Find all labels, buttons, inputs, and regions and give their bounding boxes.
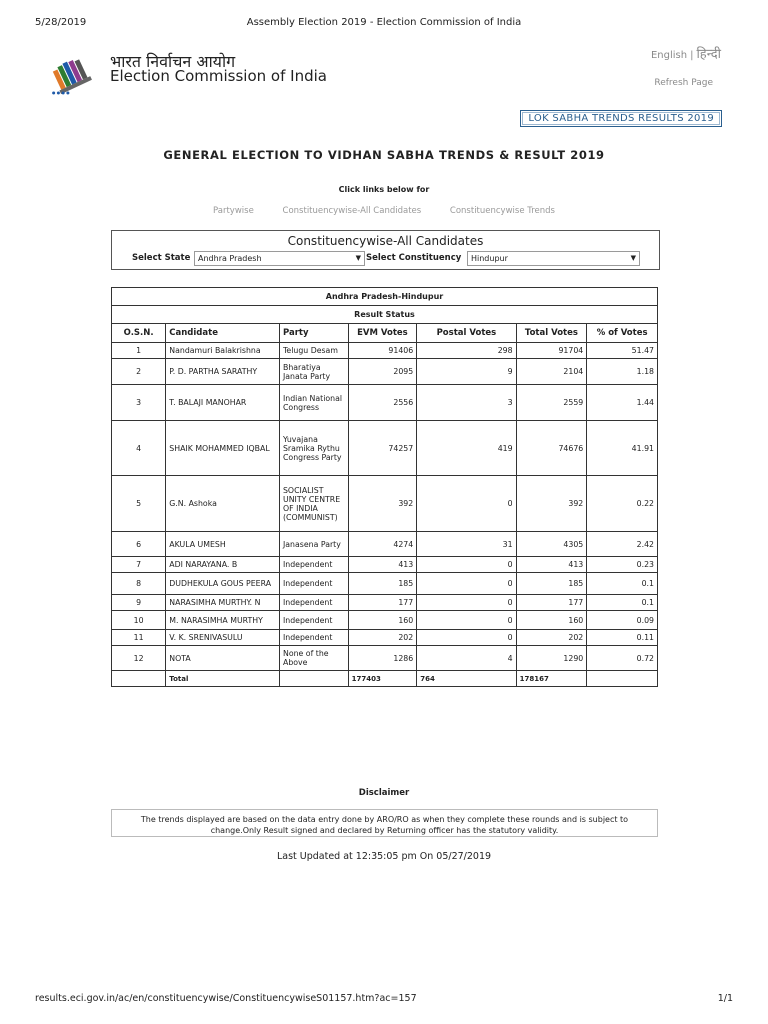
postal-votes-cell: 0 — [417, 557, 516, 573]
language-switch — [651, 44, 721, 62]
total-votes-cell: 413 — [516, 557, 587, 573]
party-cell: SOCIALIST UNITY CENTRE OF INDIA (COMMUNIST) — [279, 476, 348, 532]
candidate-cell: NARASIMHA MURTHY. N — [166, 595, 280, 611]
total-votes-cell: 202 — [516, 630, 587, 646]
column-header: Total Votes — [516, 324, 587, 343]
vote-percent-cell: 0.23 — [587, 557, 658, 573]
select-state-label: Select State — [132, 253, 191, 263]
postal-votes-cell: 419 — [417, 421, 516, 476]
total-evm-cell: 177403 — [348, 671, 417, 687]
table-row — [112, 385, 658, 421]
postal-votes-cell: 0 — [417, 630, 516, 646]
candidate-cell: T. BALAJI MANOHAR — [166, 385, 280, 421]
table-header-row — [112, 324, 658, 343]
postal-votes-cell: 0 — [417, 573, 516, 595]
osn-cell: 8 — [112, 573, 166, 595]
osn-cell: 12 — [112, 646, 166, 671]
party-cell: Independent — [279, 611, 348, 630]
table-row — [112, 359, 658, 385]
party-cell: Indian National Congress — [279, 385, 348, 421]
column-header: Candidate — [166, 324, 280, 343]
result-links — [0, 206, 768, 216]
candidate-cell: P. D. PARTHA SARATHY — [166, 359, 280, 385]
evm-votes-cell: 74257 — [348, 421, 417, 476]
total-label-cell: Total — [166, 671, 280, 687]
osn-cell: 9 — [112, 595, 166, 611]
language-separator: | — [690, 50, 694, 61]
postal-votes-cell: 0 — [417, 595, 516, 611]
table-row — [112, 646, 658, 671]
vote-percent-cell: 0.09 — [587, 611, 658, 630]
evm-votes-cell: 2556 — [348, 385, 417, 421]
total-votes-cell: 185 — [516, 573, 587, 595]
table-row — [112, 630, 658, 646]
candidate-cell: G.N. Ashoka — [166, 476, 280, 532]
table-row — [112, 557, 658, 573]
candidate-cell: SHAIK MOHAMMED IQBAL — [166, 421, 280, 476]
osn-cell: 7 — [112, 557, 166, 573]
total-votes-cell: 2104 — [516, 359, 587, 385]
print-url: results.eci.gov.in/ac/en/constituencywise/ConstituencywiseS01157.htm?ac=157 — [35, 993, 417, 1004]
evm-votes-cell: 2095 — [348, 359, 417, 385]
last-updated: Last Updated at 12:35:05 pm On 05/27/2019 — [276, 851, 492, 862]
total-postal-cell: 764 — [417, 671, 516, 687]
total-empty-cell — [112, 671, 166, 687]
vote-percent-cell: 51.47 — [587, 343, 658, 359]
party-cell: Independent — [279, 557, 348, 573]
party-cell: Yuvajana Sramika Rythu Congress Party — [279, 421, 348, 476]
print-header — [35, 17, 733, 31]
refresh-page-link[interactable]: Refresh Page — [654, 78, 713, 88]
column-header: % of Votes — [587, 324, 658, 343]
eci-logo-icon — [48, 52, 104, 96]
total-row — [112, 671, 658, 687]
partywise-link[interactable]: Partywise — [213, 206, 254, 216]
constituencywise-trends-link[interactable]: Constituencywise Trends — [449, 206, 555, 216]
postal-votes-cell: 4 — [417, 646, 516, 671]
total-votes-cell: 4305 — [516, 532, 587, 557]
state-select[interactable] — [194, 251, 365, 266]
print-footer — [35, 993, 733, 1007]
party-cell: Janasena Party — [279, 532, 348, 557]
table-subheading: Result Status — [112, 306, 658, 324]
vote-percent-cell: 41.91 — [587, 421, 658, 476]
osn-cell: 1 — [112, 343, 166, 359]
total-votes-cell: 177 — [516, 595, 587, 611]
evm-votes-cell: 160 — [348, 611, 417, 630]
postal-votes-cell: 31 — [417, 532, 516, 557]
evm-votes-cell: 413 — [348, 557, 417, 573]
lok-sabha-results-button[interactable]: LOK SABHA TRENDS RESULTS 2019 — [520, 110, 722, 127]
chevron-down-icon: ▼ — [630, 254, 636, 262]
vote-percent-cell: 0.11 — [587, 630, 658, 646]
total-votes-cell: 2559 — [516, 385, 587, 421]
candidate-cell: M. NARASIMHA MURTHY — [166, 611, 280, 630]
svg-text:● ● ● ●: ● ● ● ● — [52, 90, 70, 95]
candidate-cell: Nandamuri Balakrishna — [166, 343, 280, 359]
vote-percent-cell: 1.44 — [587, 385, 658, 421]
column-header: Postal Votes — [417, 324, 516, 343]
postal-votes-cell: 0 — [417, 476, 516, 532]
party-cell: Telugu Desam — [279, 343, 348, 359]
candidate-cell: ADI NARAYANA. B — [166, 557, 280, 573]
party-cell: Independent — [279, 630, 348, 646]
disclaimer-text: The trends displayed are based on the data entry done by ARO/RO as when they complete these rounds and is subject to change.Only Result signed and declared by Returning officer has the statutory validity. — [111, 809, 658, 837]
print-date: 5/28/2019 — [35, 17, 87, 28]
candidate-cell: NOTA — [166, 646, 280, 671]
postal-votes-cell: 0 — [417, 611, 516, 630]
osn-cell: 10 — [112, 611, 166, 630]
osn-cell: 4 — [112, 421, 166, 476]
postal-votes-cell: 298 — [417, 343, 516, 359]
vote-percent-cell: 0.1 — [587, 595, 658, 611]
total-empty-cell — [587, 671, 658, 687]
disclaimer-title: Disclaimer — [358, 788, 410, 798]
constituency-select-panel — [111, 230, 660, 270]
column-header: EVM Votes — [348, 324, 417, 343]
vote-percent-cell: 0.1 — [587, 573, 658, 595]
total-votes-sum-cell: 178167 — [516, 671, 587, 687]
total-empty-cell — [279, 671, 348, 687]
print-page-number: 1/1 — [717, 993, 733, 1004]
party-cell: Independent — [279, 595, 348, 611]
table-heading: Andhra Pradesh-Hindupur — [112, 288, 658, 306]
party-cell: Independent — [279, 573, 348, 595]
total-votes-cell: 1290 — [516, 646, 587, 671]
print-page-title: Assembly Election 2019 - Election Commission of India — [246, 17, 522, 28]
org-name-english: Election Commission of India — [110, 67, 327, 85]
evm-votes-cell: 202 — [348, 630, 417, 646]
vote-percent-cell: 0.72 — [587, 646, 658, 671]
page-title: GENERAL ELECTION TO VIDHAN SABHA TRENDS & RESULT 2019 — [163, 148, 605, 162]
language-hindi-link[interactable]: हिन्दी — [696, 47, 721, 62]
vote-percent-cell: 2.42 — [587, 532, 658, 557]
osn-cell: 2 — [112, 359, 166, 385]
select-panel-title: Constituencywise-All Candidates — [287, 234, 484, 248]
table-row — [112, 611, 658, 630]
select-constituency-label: Select Constituency — [366, 253, 462, 263]
osn-cell: 11 — [112, 630, 166, 646]
evm-votes-cell: 185 — [348, 573, 417, 595]
evm-votes-cell: 91406 — [348, 343, 417, 359]
state-select-value: Andhra Pradesh — [198, 254, 262, 263]
constituencywise-all-candidates-link[interactable]: Constituencywise-All Candidates — [282, 206, 422, 216]
column-header: Party — [279, 324, 348, 343]
total-votes-cell: 91704 — [516, 343, 587, 359]
candidate-cell: AKULA UMESH — [166, 532, 280, 557]
total-votes-cell: 160 — [516, 611, 587, 630]
click-links-text: Click links below for — [338, 185, 430, 194]
total-votes-cell: 74676 — [516, 421, 587, 476]
osn-cell: 3 — [112, 385, 166, 421]
evm-votes-cell: 4274 — [348, 532, 417, 557]
table-row — [112, 476, 658, 532]
candidate-cell: V. K. SRENIVASULU — [166, 630, 280, 646]
constituency-select-value: Hindupur — [471, 254, 508, 263]
osn-cell: 6 — [112, 532, 166, 557]
party-cell: Bharatiya Janata Party — [279, 359, 348, 385]
select-row — [112, 250, 659, 266]
table-row — [112, 573, 658, 595]
org-name-hindi: भारत निर्वाचन आयोग — [110, 52, 236, 71]
party-cell: None of the Above — [279, 646, 348, 671]
table-row — [112, 343, 658, 359]
table-heading-row — [112, 288, 658, 306]
results-table — [111, 287, 658, 687]
chevron-down-icon: ▼ — [355, 254, 361, 262]
postal-votes-cell: 3 — [417, 385, 516, 421]
table-row — [112, 532, 658, 557]
osn-cell: 5 — [112, 476, 166, 532]
evm-votes-cell: 392 — [348, 476, 417, 532]
vote-percent-cell: 1.18 — [587, 359, 658, 385]
postal-votes-cell: 9 — [417, 359, 516, 385]
column-header: O.S.N. — [112, 324, 166, 343]
constituency-select[interactable] — [467, 251, 640, 266]
table-row — [112, 421, 658, 476]
table-row — [112, 595, 658, 611]
language-english-link[interactable]: English — [650, 50, 688, 61]
table-subheading-row — [112, 306, 658, 324]
evm-votes-cell: 1286 — [348, 646, 417, 671]
vote-percent-cell: 0.22 — [587, 476, 658, 532]
candidate-cell: DUDHEKULA GOUS PEERA — [166, 573, 280, 595]
evm-votes-cell: 177 — [348, 595, 417, 611]
total-votes-cell: 392 — [516, 476, 587, 532]
